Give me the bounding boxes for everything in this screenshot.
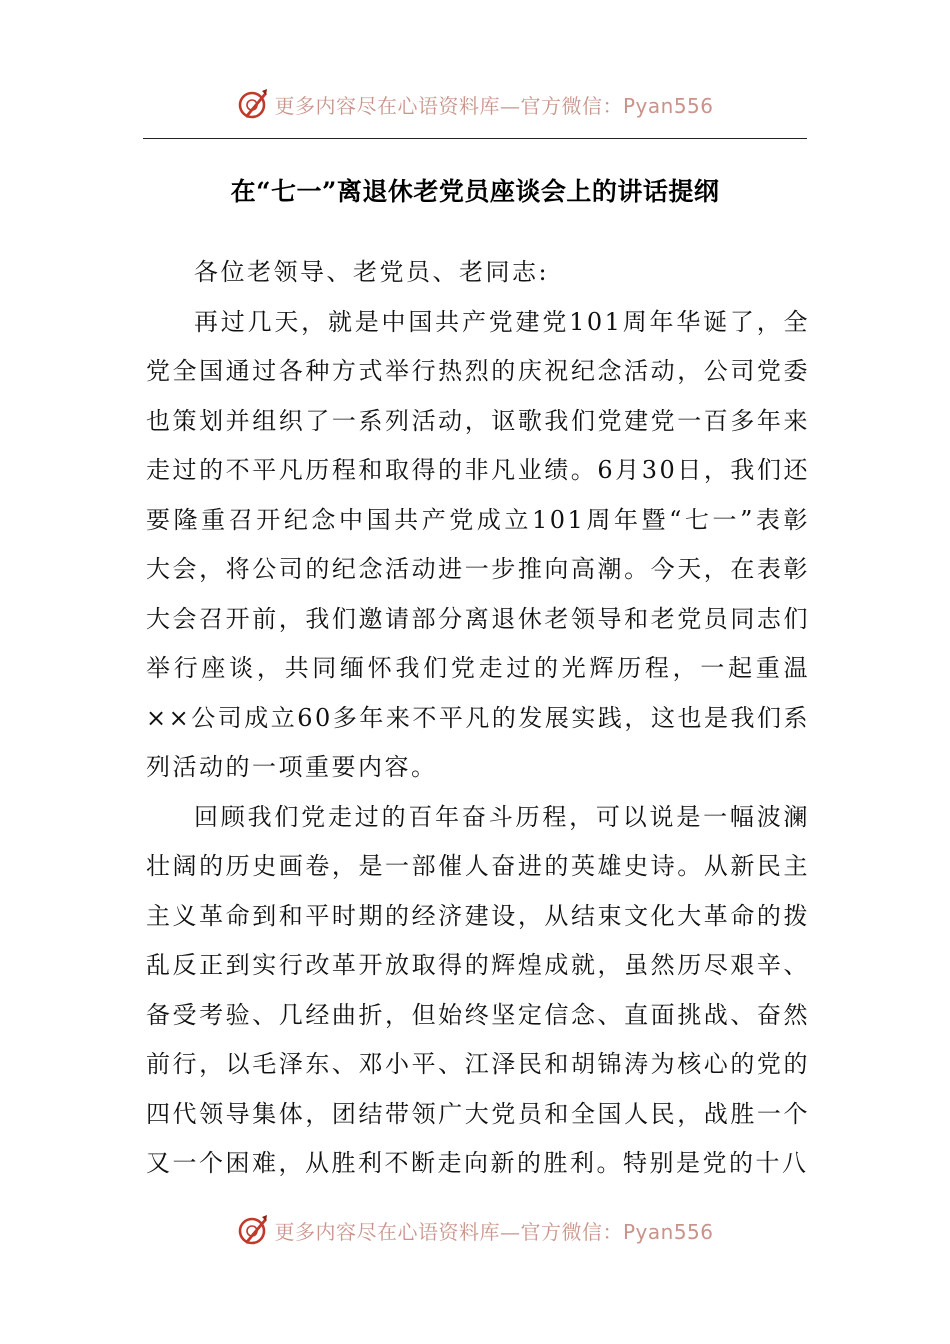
banner-text xyxy=(274,1216,713,1245)
pen-circle-logo-icon xyxy=(236,1213,270,1247)
header-divider xyxy=(143,138,807,139)
salutation: 各位老领导、老党员、老同志: xyxy=(194,258,550,286)
banner-wechat-id: Pyan556 xyxy=(622,93,714,118)
pen-circle-logo-icon xyxy=(236,87,270,121)
paragraph: 回顾我们党走过的百年奋斗历程，可以说是一幅波澜壮阔的历史画卷，是一部催人奋进的英雄史诗。从新民主主义革命到和平时期的经济建设，从结束文化大革命的拨乱反正到实行改革开放取得的辉煌成就，虽然历尽艰辛、备受考验、几经曲折，但始终坚定信念、直面挑战、奋然前行，以毛泽东、邓小平、江泽民和胡锦涛为核心的党的四代领导集体，团结带领广大党员和全国人民，战胜一个又一个困难，从胜利不断走向新的胜利。特别是党的十八 xyxy=(146,802,810,1177)
document-body xyxy=(146,248,810,1189)
footer-banner xyxy=(0,1210,950,1250)
banner-text xyxy=(274,90,713,119)
banner-wechat-id: Pyan556 xyxy=(622,1219,714,1244)
banner-chinese: 更多内容尽在心语资料库—官方微信： xyxy=(274,93,623,118)
document-title: 在“七一”离退休老党员座谈会上的讲话提纲 xyxy=(230,177,720,206)
banner-chinese: 更多内容尽在心语资料库—官方微信： xyxy=(274,1219,623,1244)
paragraph: 再过几天，就是中国共产党建党101周年华诞了，全党全国通过各种方式举行热烈的庆祝纪念活动，公司党委也策划并组织了一系列活动，讴歌我们党建党一百多年来走过的不平凡历程和取得的非凡业绩。6月30日，我们还要隆重召开纪念中国共产党成立101周年暨“七一”表彰大会，将公司的纪念活动进一步推向高潮。今天，在表彰大会召开前，我们邀请部分离退休老领导和老党员同志们举行座谈，共同缅怀我们党走过的光辉历程，一起重温××公司成立60多年来不平凡的发展实践，这也是我们系列活动的一项重要内容。 xyxy=(146,307,810,781)
header-banner xyxy=(0,84,950,124)
